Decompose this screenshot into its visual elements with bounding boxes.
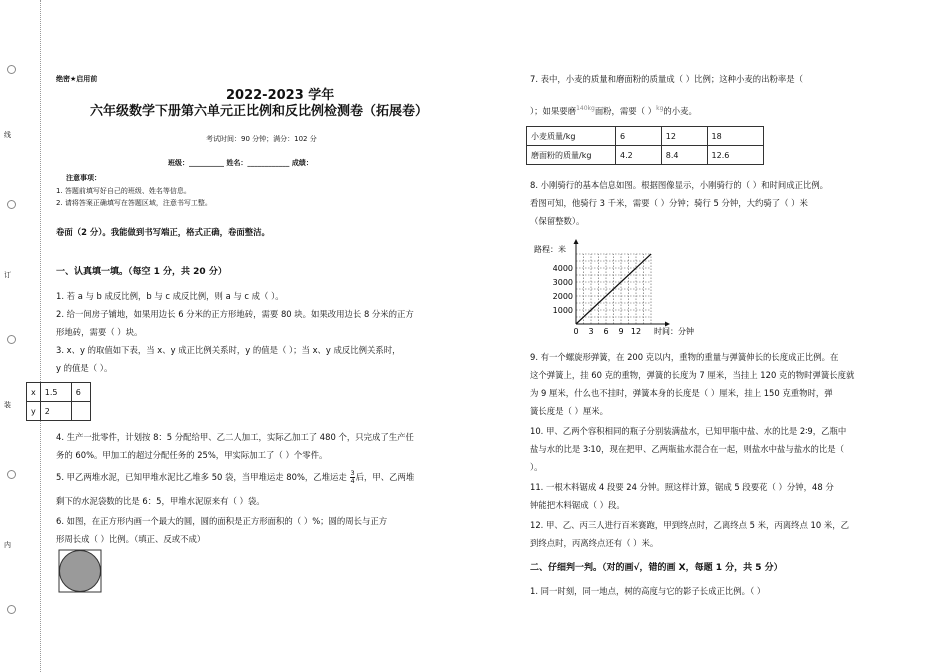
q3-table xyxy=(26,382,91,421)
secret-label: 绝密★启用前 xyxy=(56,75,98,83)
judge-1: 1. 同一时刻，同一地点，树的高度与它的影子长成正比例。（ ） xyxy=(530,586,766,596)
y-tick-label: 1000 xyxy=(552,306,573,315)
question-5-cont: 剩下的水泥袋数的比是 6：5，甲堆水泥原来有（ ）袋。 xyxy=(56,496,265,506)
table-cell: 磨面粉的质量/kg xyxy=(527,146,616,165)
student-fields: 班级：__________ 姓名：____________ 成绩： xyxy=(168,159,313,167)
binding-margin xyxy=(0,0,41,672)
table-cell: 1.5 xyxy=(40,383,71,402)
x-axis-label: 时间：分钟 xyxy=(654,327,694,336)
question-11: 11. 一根木料锯成 4 段要 24 分钟。照这样计算，锯成 5 段要花（ ）分钟，48 分 xyxy=(530,482,834,492)
question-12-cont: 到终点时，丙离终点还有（ ）米。 xyxy=(530,538,659,548)
question-6-cont: 形周长成（ ）比例。（填正、反或不成） xyxy=(56,534,206,544)
question-9-cont: 簧长度是（ ）厘米。 xyxy=(530,406,609,416)
distance-time-chart xyxy=(530,238,730,338)
table-cell: 8.4 xyxy=(661,146,707,165)
table-cell: x xyxy=(27,383,41,402)
table-cell: 4.2 xyxy=(616,146,662,165)
question-1: 1. 若 a 与 b 成反比例，b 与 c 成反比例，则 a 与 c 成（ ）。 xyxy=(56,291,284,301)
notice-item: 2. 请将答案正确填写在答题区域，注意书写工整。 xyxy=(56,199,212,207)
x-tick-label: 0 xyxy=(573,327,579,336)
binding-label: 内 xyxy=(4,541,11,549)
question-8-cont: （保留整数）。 xyxy=(530,216,585,226)
question-8-cont: 看图可知，他骑行 3 千米，需要（ ）分钟；骑行 5 分钟，大约骑了（ ）米 xyxy=(530,198,808,208)
question-9-cont: 这个弹簧上，挂 60 克的重物，弹簧的长度为 7 厘米，当挂上 120 克的物时弹簧长度就 xyxy=(530,370,855,380)
square-circle-figure xyxy=(58,549,102,593)
table-cell: 小麦质量/kg xyxy=(527,127,616,146)
notice-item: 1. 答题前填写好自己的班级、姓名等信息。 xyxy=(56,187,191,195)
table-cell: y xyxy=(27,402,41,421)
y-tick-label: 4000 xyxy=(552,264,573,273)
table-cell: 12.6 xyxy=(707,146,763,165)
table-cell: 18 xyxy=(707,127,763,146)
question-10: 10. 甲、乙两个容积相同的瓶子分别装满盐水，已知甲瓶中盐、水的比是 2∶9，乙瓶中 xyxy=(530,426,847,436)
x-axis-arrow xyxy=(665,322,670,327)
question-11-cont: 钟能把木料锯成（ ）段。 xyxy=(530,500,625,510)
y-tick-label: 2000 xyxy=(552,292,573,301)
binding-hole xyxy=(7,605,16,614)
y-axis-arrow xyxy=(574,239,579,244)
table-cell xyxy=(71,402,90,421)
x-tick-label: 3 xyxy=(588,327,594,336)
binding-label: 线 xyxy=(4,131,11,139)
binding-hole xyxy=(7,470,16,479)
binding-label: 装 xyxy=(4,401,11,409)
question-7: 7. 表中，小麦的质量和磨面粉的质量成（ ）比例；这种小麦的出粉率是（ xyxy=(530,74,803,84)
question-9: 9. 有一个螺旋形弹簧，在 200 克以内，重物的重量与弹簧伸长的长度成正比例。在 xyxy=(530,352,839,362)
question-10-cont: 盐与水的比是 3∶10，现在把甲、乙两瓶盐水混合在一起，则盐水中盐与盐水的比是（ xyxy=(530,444,844,454)
question-2-cont: 形地砖，需要（ ）块。 xyxy=(56,327,143,337)
binding-hole xyxy=(7,200,16,209)
table-cell: 2 xyxy=(40,402,71,421)
y-tick-label: 3000 xyxy=(552,278,573,287)
question-3: 3. x、y 的取值如下表，当 x、y 成正比例关系时，y 的值是（ ）；当 x、y 成反比例关系时， xyxy=(56,345,401,355)
table-cell: 6 xyxy=(616,127,662,146)
x-tick-label: 9 xyxy=(618,327,624,336)
page-title: 六年级数学下册第六单元正比例和反比例检测卷（拓展卷） xyxy=(90,104,429,119)
question-4-cont: 务的 60%。甲加工的超过分配任务的 25%，甲实际加工了（ ）个零件。 xyxy=(56,450,328,460)
question-12: 12. 甲、乙、丙三人进行百米赛跑，甲到终点时，乙离终点 5 米，丙离终点 10 米，乙 xyxy=(530,520,849,530)
binding-label: 订 xyxy=(4,271,11,279)
binding-hole xyxy=(7,335,16,344)
question-5: 5. 甲乙两堆水泥，已知甲堆水泥比乙堆多 50 袋，当甲堆运走 80%，乙堆运走 $\frac{3}{4}$ 后，甲、乙两堆 xyxy=(56,469,415,485)
question-3-cont: y 的值是（ ）。 xyxy=(56,363,113,373)
fraction: $\frac{3}{4}$ xyxy=(350,469,355,485)
q7-table xyxy=(526,126,764,165)
y-axis-label: 路程：米 xyxy=(534,245,566,254)
paper-face-note: 卷面（2 分）。我能做到书写端正，格式正确，卷面整洁。 xyxy=(56,227,270,237)
question-10-cont: ）。 xyxy=(530,462,543,472)
notice-title: 注意事项： xyxy=(66,174,101,182)
table-cell: 6 xyxy=(71,383,90,402)
x-tick-label: 6 xyxy=(603,327,609,336)
question-2: 2. 给一间房子铺地，如果用边长 6 分米的正方形地砖，需要 80 块。如果改用边长 8 分米的正方 xyxy=(56,309,414,319)
question-4: 4. 生产一批零件，计划按 8：5 分配给甲、乙二人加工，实际乙加工了 480 个，只完成了生产任 xyxy=(56,432,414,442)
question-6: 6. 如图，在正方形内画一个最大的圆，圆的面积是正方形面积的（ ）%；圆的周长与正方 xyxy=(56,516,388,526)
question-7-cont: ）；如果要磨$^{140kg}$面粉，需要（ ）$^{kg}$的小麦。 xyxy=(530,105,697,116)
time-score: 考试时间：90 分钟；满分：102 分 xyxy=(206,135,317,143)
table-cell: 12 xyxy=(661,127,707,146)
x-tick-label: 12 xyxy=(630,327,642,336)
section-1-title: 一、认真填一填。（每空 1 分，共 20 分） xyxy=(56,267,227,277)
section-2-title: 二、仔细判一判。（对的画√，错的画 X，每题 1 分，共 5 分） xyxy=(530,563,783,573)
binding-hole xyxy=(7,65,16,74)
question-9-cont: 为 9 厘米，什么也不挂时，弹簧本身的长度是（ ）厘米，挂上 150 克重物时，弹 xyxy=(530,388,833,398)
question-8: 8. 小刚骑行的基本信息如图。根据图像显示，小刚骑行的（ ）和时间成正比例。 xyxy=(530,180,829,190)
school-year: 2022-2023 学年 xyxy=(226,88,335,103)
